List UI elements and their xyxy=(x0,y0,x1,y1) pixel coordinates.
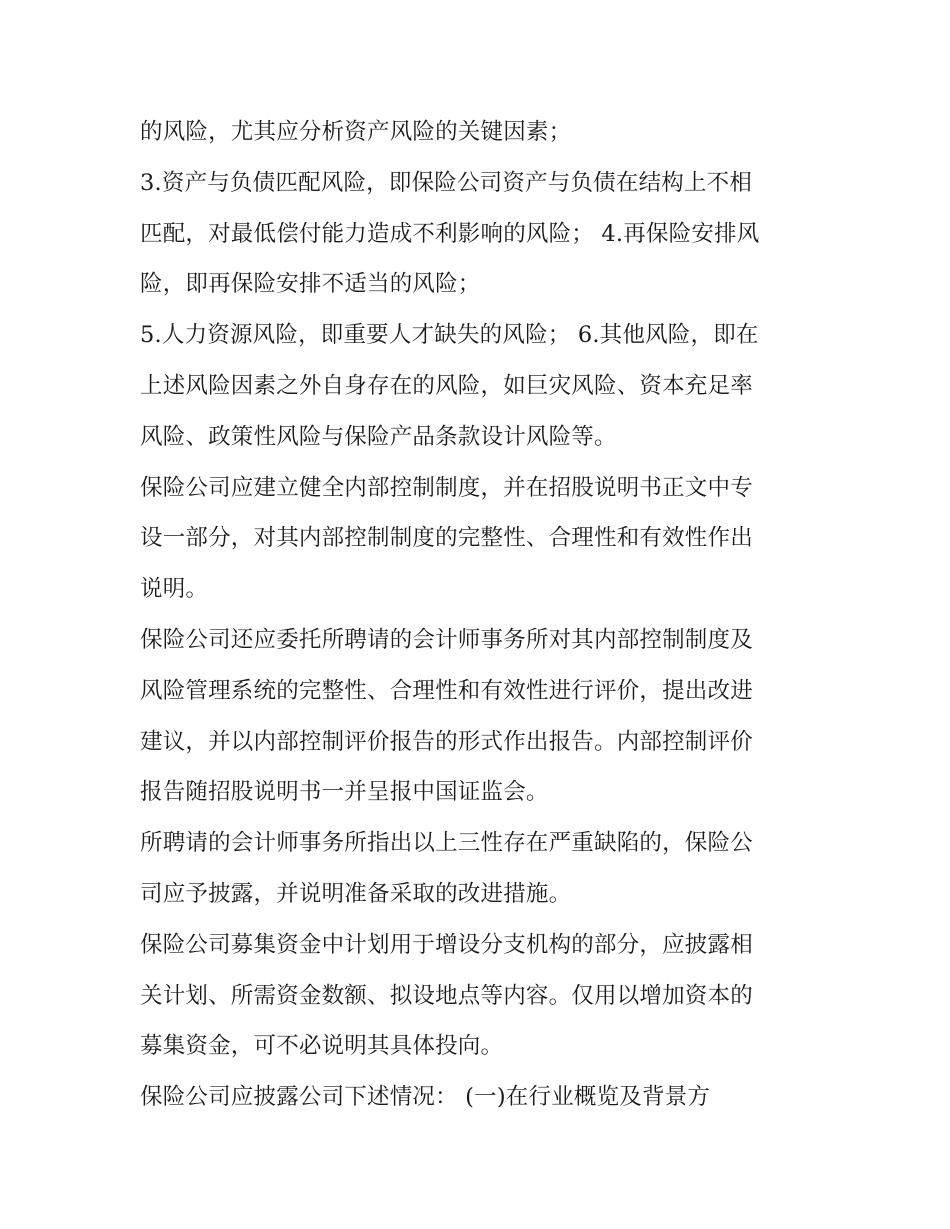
paragraph-6 xyxy=(140,818,815,920)
text-line: 保险公司应建立健全内部控制制度，并在招股说明书正文中专 xyxy=(140,474,753,501)
text-line: 募集资金，可不必说明其具体投向。 xyxy=(140,1033,504,1060)
paragraph-3 xyxy=(140,310,815,462)
text-line: 报告随招股说明书一并呈报中国证监会。 xyxy=(140,779,549,806)
paragraph-5 xyxy=(140,615,815,818)
document-body xyxy=(140,107,815,1123)
paragraph-1 xyxy=(140,107,815,158)
text-line: 保险公司应披露公司下述情况： (一)在行业概览及背景方 xyxy=(140,1084,711,1111)
text-line: 设一部分，对其内部控制制度的完整性、合理性和有效性作出 xyxy=(140,525,753,552)
text-line: 说明。 xyxy=(140,576,209,603)
text-line: 匹配，对最低偿付能力造成不利影响的风险； 4.再保险安排风 xyxy=(140,220,760,247)
paragraph-8 xyxy=(140,1072,815,1123)
text-line: 5.人力资源风险，即重要人才缺失的风险； 6.其他风险，即在 xyxy=(140,322,759,349)
text-line: 风险、政策性风险与保险产品条款设计风险等。 xyxy=(140,423,617,450)
text-line: 上述风险因素之外自身存在的风险，如巨灾风险、资本充足率 xyxy=(140,372,753,399)
paragraph-2 xyxy=(140,158,815,310)
text-line: 3.资产与负债匹配风险，即保险公司资产与负债在结构上不相 xyxy=(140,169,753,196)
paragraph-7 xyxy=(140,920,815,1072)
text-line: 保险公司募集资金中计划用于增设分支机构的部分，应披露相 xyxy=(140,931,753,958)
text-line: 险，即再保险安排不适当的风险； xyxy=(140,271,481,298)
text-line: 建议，并以内部控制评价报告的形式作出报告。内部控制评价 xyxy=(140,728,753,755)
text-line: 风险管理系统的完整性、合理性和有效性进行评价，提出改进 xyxy=(140,677,753,704)
paragraph-4 xyxy=(140,463,815,615)
text-line: 所聘请的会计师事务所指出以上三性存在严重缺陷的，保险公 xyxy=(140,830,753,857)
text-line: 的风险，尤其应分析资产风险的关键因素； xyxy=(140,119,572,145)
text-line: 关计划、所需资金数额、拟设地点等内容。仅用以增加资本的 xyxy=(140,982,753,1009)
text-line: 保险公司还应委托所聘请的会计师事务所对其内部控制制度及 xyxy=(140,626,753,653)
text-line: 司应予披露，并说明准备采取的改进措施。 xyxy=(140,880,572,907)
